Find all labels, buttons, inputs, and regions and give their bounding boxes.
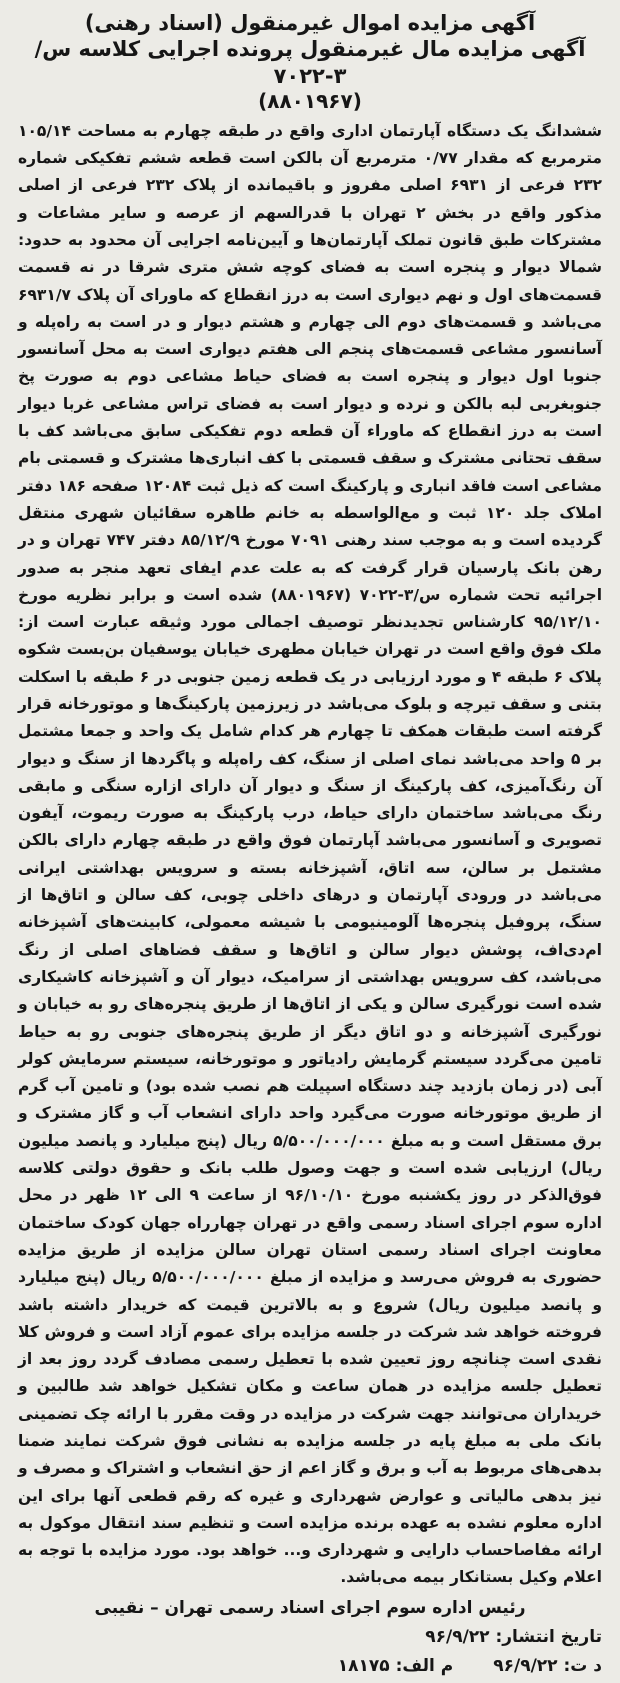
dt-date: د ت: ۹۶/۹/۲۲ bbox=[493, 1655, 602, 1676]
signature: رئیس اداره سوم اجرای اسناد رسمی تهران – نقیبی bbox=[94, 1597, 526, 1618]
case-number: (۸۸۰۱۹۶۷) bbox=[258, 88, 362, 113]
reference-row bbox=[18, 1652, 602, 1681]
malef-number: م الف: ۱۸۱۷۵ bbox=[337, 1655, 454, 1676]
notice-footer bbox=[18, 1594, 602, 1681]
notice-subtitle: آگهی مزایده مال غیرمنقول پرونده اجرایی کلاسه س/۳-۷۰۲۲ bbox=[34, 37, 586, 88]
notice-title: آگهی مزایده اموال غیرمنقول (اسناد رهنی) bbox=[84, 11, 536, 35]
publish-date: تاریخ انتشار: ۹۶/۹/۲۲ bbox=[425, 1626, 602, 1647]
notice-body: ششدانگ یک دستگاه آپارتمان اداری واقع در طبقه چهارم به مساحت ۱۰۵/۱۴ مترمربع که مقدار ۰/۷۷ مترمربع آن بالکن است قطعه ششم تفکیکی شماره ۲۳۲ فرعی از ۶۹۳۱ اصلی مفروز و باقیمانده از پلاک ۲۳۲ فرعی از اصلی مذکور واقع در بخش ۲ تهران با قدرالسهم از عرصه و سایر مشاعات و مشترکات طبق قانون تملک آپارتمان‌ها و آیین‌نامه اجرایی آن محدود به حدود: شمالا دیوار و پنجره است به فضای کوچه شش متری شرقا در نه قسمت قسمت‌های اول و نهم دیواری است به درز انقطاع که ماورای آن پلاک ۶۹۳۱/۷ می‌باشد و قسمت‌های دوم الی چهارم و هشتم دیوار و در است به راه‌پله و آسانسور مشاعی قسمت‌های پنجم الی هفتم دیواری است به محل آسانسور جنوبا اول دیوار و پنجره است به فضای حیاط مشاعی دوم به صورت پخ جنوبغربی لبه بالکن و نرده و دیوار است به فضای تراس مشاعی غربا دیوار است به درز انقطاع که ماوراء آن قطعه دوم تفکیکی سابق می‌باشد کف با سقف تحتانی مشترک و سقف قسمتی با کف انباری‌ها مشترک و قسمتی بام مشاعی است فاقد انباری و پارکینگ است که ذیل ثبت ۱۲۰۸۴ صفحه ۱۸۶ دفتر املاک جلد ۱۲۰ ثبت و مع‌الواسطه به خانم طاهره سقائیان شهری منتقل گردیده است و به موجب سند رهنی ۷۰۹۱ مورخ ۸۵/۱۲/۹ دفتر ۷۴۷ تهران و در رهن بانک پارسیان قرار گرفت که به علت عدم ایفای تعهد منجر به صدور اجرائیه تحت شماره س/۳-۷۰۲۲ (۸۸۰۱۹۶۷) شده است و برابر نظریه مورخ ۹۵/۱۲/۱۰ کارشناس تجدیدنظر توصیف اجمالی مورد وثیقه عبارت است از: ملک فوق واقع است در تهران خیابان مطهری خیابان یوسفیان بن‌بست شکوه پلاک ۶ طبقه ۴ و مورد ارزیابی در یک قطعه زمین جنوبی در ۶ طبقه با اسکلت بتنی و سقف تیرچه و بلوک می‌باشد در زیرزمین پارکینگ‌ها و موتورخانه قرار گرفته است طبقات همکف تا چهارم هر کدام شامل یک واحد و جمعا مشتمل بر ۵ واحد می‌باشد نمای اصلی از سنگ، کف راه‌پله و پاگردها از سنگ و دیوار آن رنگ‌آمیزی، کف پارکینگ از سنگ و دیوار آن دارای ازاره سنگی و مابقی رنگ می‌باشد ساختمان دارای حیاط، درب پارکینگ به صورت ریموت، آیفون تصویری و آسانسور می‌باشد آپارتمان فوق واقع در طبقه چهارم دارای بالکن مشتمل بر سالن، سه اتاق، آشپزخانه بسته و سرویس بهداشتی ایرانی می‌باشد در ورودی آپارتمان و درهای داخلی چوبی، کف سالن و اتاق‌ها از سنگ، پروفیل پنجره‌ها آلومینیومی با شیشه معمولی، کابینت‌های آشپزخانه ام‌دی‌اف، پوشش دیوار سالن و اتاق‌ها و سقف فضاهای اصلی از رنگ می‌باشد، کف سرویس بهداشتی از سرامیک، دیوار آن و آشپزخانه کاشیکاری شده است نورگیری سالن و یکی از اتاق‌ها از طریق پنجره‌های رو به خیابان و نورگیری آشپزخانه و دو اتاق دیگر از طریق پنجره‌های جنوبی رو به حیاط تامین می‌گردد سیستم گرمایش رادیاتور و موتورخانه، سیستم سرمایش کولر آبی (در زمان بازدید چند دستگاه اسپیلت هم نصب شده بود) و تامین آب گرم از طریق موتورخانه صورت می‌گیرد واحد دارای انشعاب آب و گاز مشترک و برق مستقل است و به مبلغ ۵/۵۰۰/۰۰۰/۰۰۰ ریال (پنج میلیارد و پانصد میلیون ریال) ارزیابی شده است و جهت وصول طلب بانک و حقوق دولتی کلاسه فوق‌الذکر در روز یکشنبه مورخ ۹۶/۱۰/۱۰ از ساعت ۹ الی ۱۲ ظهر در محل اداره سوم اجرای اسناد رسمی واقع در تهران چهارراه جهان کودک ساختمان معاونت اجرای اسناد رسمی استان تهران سالن مزایده از طریق مزایده حضوری به فروش می‌رسد و مزایده از مبلغ ۵/۵۰۰/۰۰۰/۰۰۰ ریال (پنج میلیارد و پانصد میلیون ریال) شروع و به بالاترین قیمت که خریدار داشته باشد فروخته خواهد شد شرکت در جلسه مزایده برای عموم آزاد است و فروش کلا نقدی است چنانچه روز تعیین شده با تعطیل رسمی مصادف گردد روز بعد از تعطیل جلسه مزایده در همان ساعت و مکان تشکیل خواهد شد طالبین و خریداران می‌توانند جهت شرکت در مزایده در وقت مقرر با ارائه چک تضمینی بانک ملی به مبلغ پایه در جلسه مزایده به نشانی فوق شرکت نمایند ضمنا بدهی‌های مربوط به آب و برق و گاز اعم از حق انشعاب و اشتراک و مصرف و نیز بدهی مالیاتی و عوارض شهرداری و غیره که رقم قطعی آنها برای این اداره معلوم نشده به عهده برنده مزایده است و تنظیم سند انتقال موکول به ارائه مفاصاحساب دارایی و شهرداری و... خواهد بود. مورد مزایده با توجه به اعلام وکیل بستانکار بیمه می‌باشد. bbox=[18, 121, 603, 1587]
notice-header bbox=[18, 10, 602, 114]
